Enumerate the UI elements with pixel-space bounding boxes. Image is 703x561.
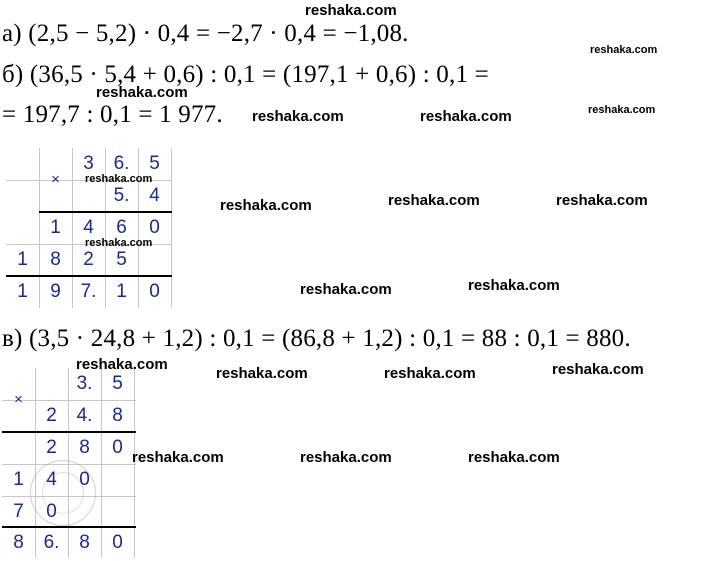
grid2-cell: 2 xyxy=(46,437,57,458)
grid1-cell: 4 xyxy=(149,185,160,206)
grid1-multiply-sign: × xyxy=(51,171,60,188)
grid1-cell: 0 xyxy=(149,217,160,238)
watermark: reshaka.com xyxy=(388,192,480,209)
watermark: reshaka.com xyxy=(216,365,308,382)
equation-b-line2: = 197,7 : 0,1 = 1 977. xyxy=(2,101,223,128)
watermark: reshaka.com xyxy=(76,356,168,373)
grid1-cell: 1 xyxy=(50,217,61,238)
watermark: reshaka.com xyxy=(300,281,392,298)
watermark: reshaka.com xyxy=(85,237,153,249)
grid2-multiply-sign: × xyxy=(14,391,23,408)
grid2-cell: 5 xyxy=(112,373,123,394)
grid2-cell: 0 xyxy=(112,532,123,553)
grid2-cell: 7 xyxy=(13,501,24,522)
watermark: reshaka.com xyxy=(96,84,188,101)
grid1-cell: 8 xyxy=(50,249,61,270)
watermark: reshaka.com xyxy=(468,449,560,466)
grid1-cell: 1 xyxy=(17,249,28,270)
grid1-cell: 3 xyxy=(83,153,94,174)
grid1-cell: 1 xyxy=(17,281,28,302)
grid2-cell: 8 xyxy=(79,532,90,553)
watermark: reshaka.com xyxy=(590,44,658,56)
watermark: reshaka.com xyxy=(220,197,312,214)
watermark: reshaka.com xyxy=(468,277,560,294)
grid2-cell: 6. xyxy=(43,532,60,553)
grid2-cell: 8 xyxy=(79,437,90,458)
logo-stamp-icon xyxy=(42,472,84,514)
grid1-cell: 7. xyxy=(80,281,97,302)
grid1-cell: 2 xyxy=(83,249,94,270)
grid1-cell: 0 xyxy=(149,281,160,302)
grid2-cell: 0 xyxy=(46,501,57,522)
multiplication-grid-2 xyxy=(2,368,136,558)
watermark: reshaka.com xyxy=(300,449,392,466)
watermark: reshaka.com xyxy=(252,108,344,125)
watermark: reshaka.com xyxy=(305,2,397,19)
grid2-cell: 1 xyxy=(13,469,24,490)
grid1-cell: 5 xyxy=(116,249,127,270)
grid2-cell: 8 xyxy=(112,405,123,426)
grid2-cell: 8 xyxy=(13,532,24,553)
grid2-cell: 0 xyxy=(112,437,123,458)
watermark: reshaka.com xyxy=(85,173,153,185)
watermark: reshaka.com xyxy=(588,104,656,116)
grid1-cell: 5. xyxy=(113,185,130,206)
grid1-cell: 6 xyxy=(116,217,127,238)
grid2-cell: 0 xyxy=(79,469,90,490)
watermark: reshaka.com xyxy=(552,361,644,378)
watermark: reshaka.com xyxy=(420,108,512,125)
grid2-cell: 4. xyxy=(76,405,93,426)
multiplication-grid-1 xyxy=(6,148,172,308)
grid2-cell: 2 xyxy=(46,405,57,426)
equation-v: в) (3,5 · 24,8 + 1,2) : 0,1 = (86,8 + 1,2) : 0,1 = 88 : 0,1 = 880. xyxy=(2,325,631,352)
grid1-cell: 9 xyxy=(50,281,61,302)
watermark: reshaka.com xyxy=(384,365,476,382)
grid1-cell: 6. xyxy=(113,153,130,174)
equation-a: а) (2,5 − 5,2) · 0,4 = −2,7 · 0,4 = −1,08. xyxy=(2,20,409,47)
grid1-cell: 4 xyxy=(83,217,94,238)
watermark: reshaka.com xyxy=(556,192,648,209)
grid2-cell: 3. xyxy=(76,373,93,394)
grid2-cell: 4 xyxy=(46,469,57,490)
grid1-cell: 5 xyxy=(149,153,160,174)
grid1-cell: 1 xyxy=(116,281,127,302)
equation-b-line1: б) (36,5 · 5,4 + 0,6) : 0,1 = (197,1 + 0,6) : 0,1 = xyxy=(2,61,489,88)
watermark: reshaka.com xyxy=(132,449,224,466)
